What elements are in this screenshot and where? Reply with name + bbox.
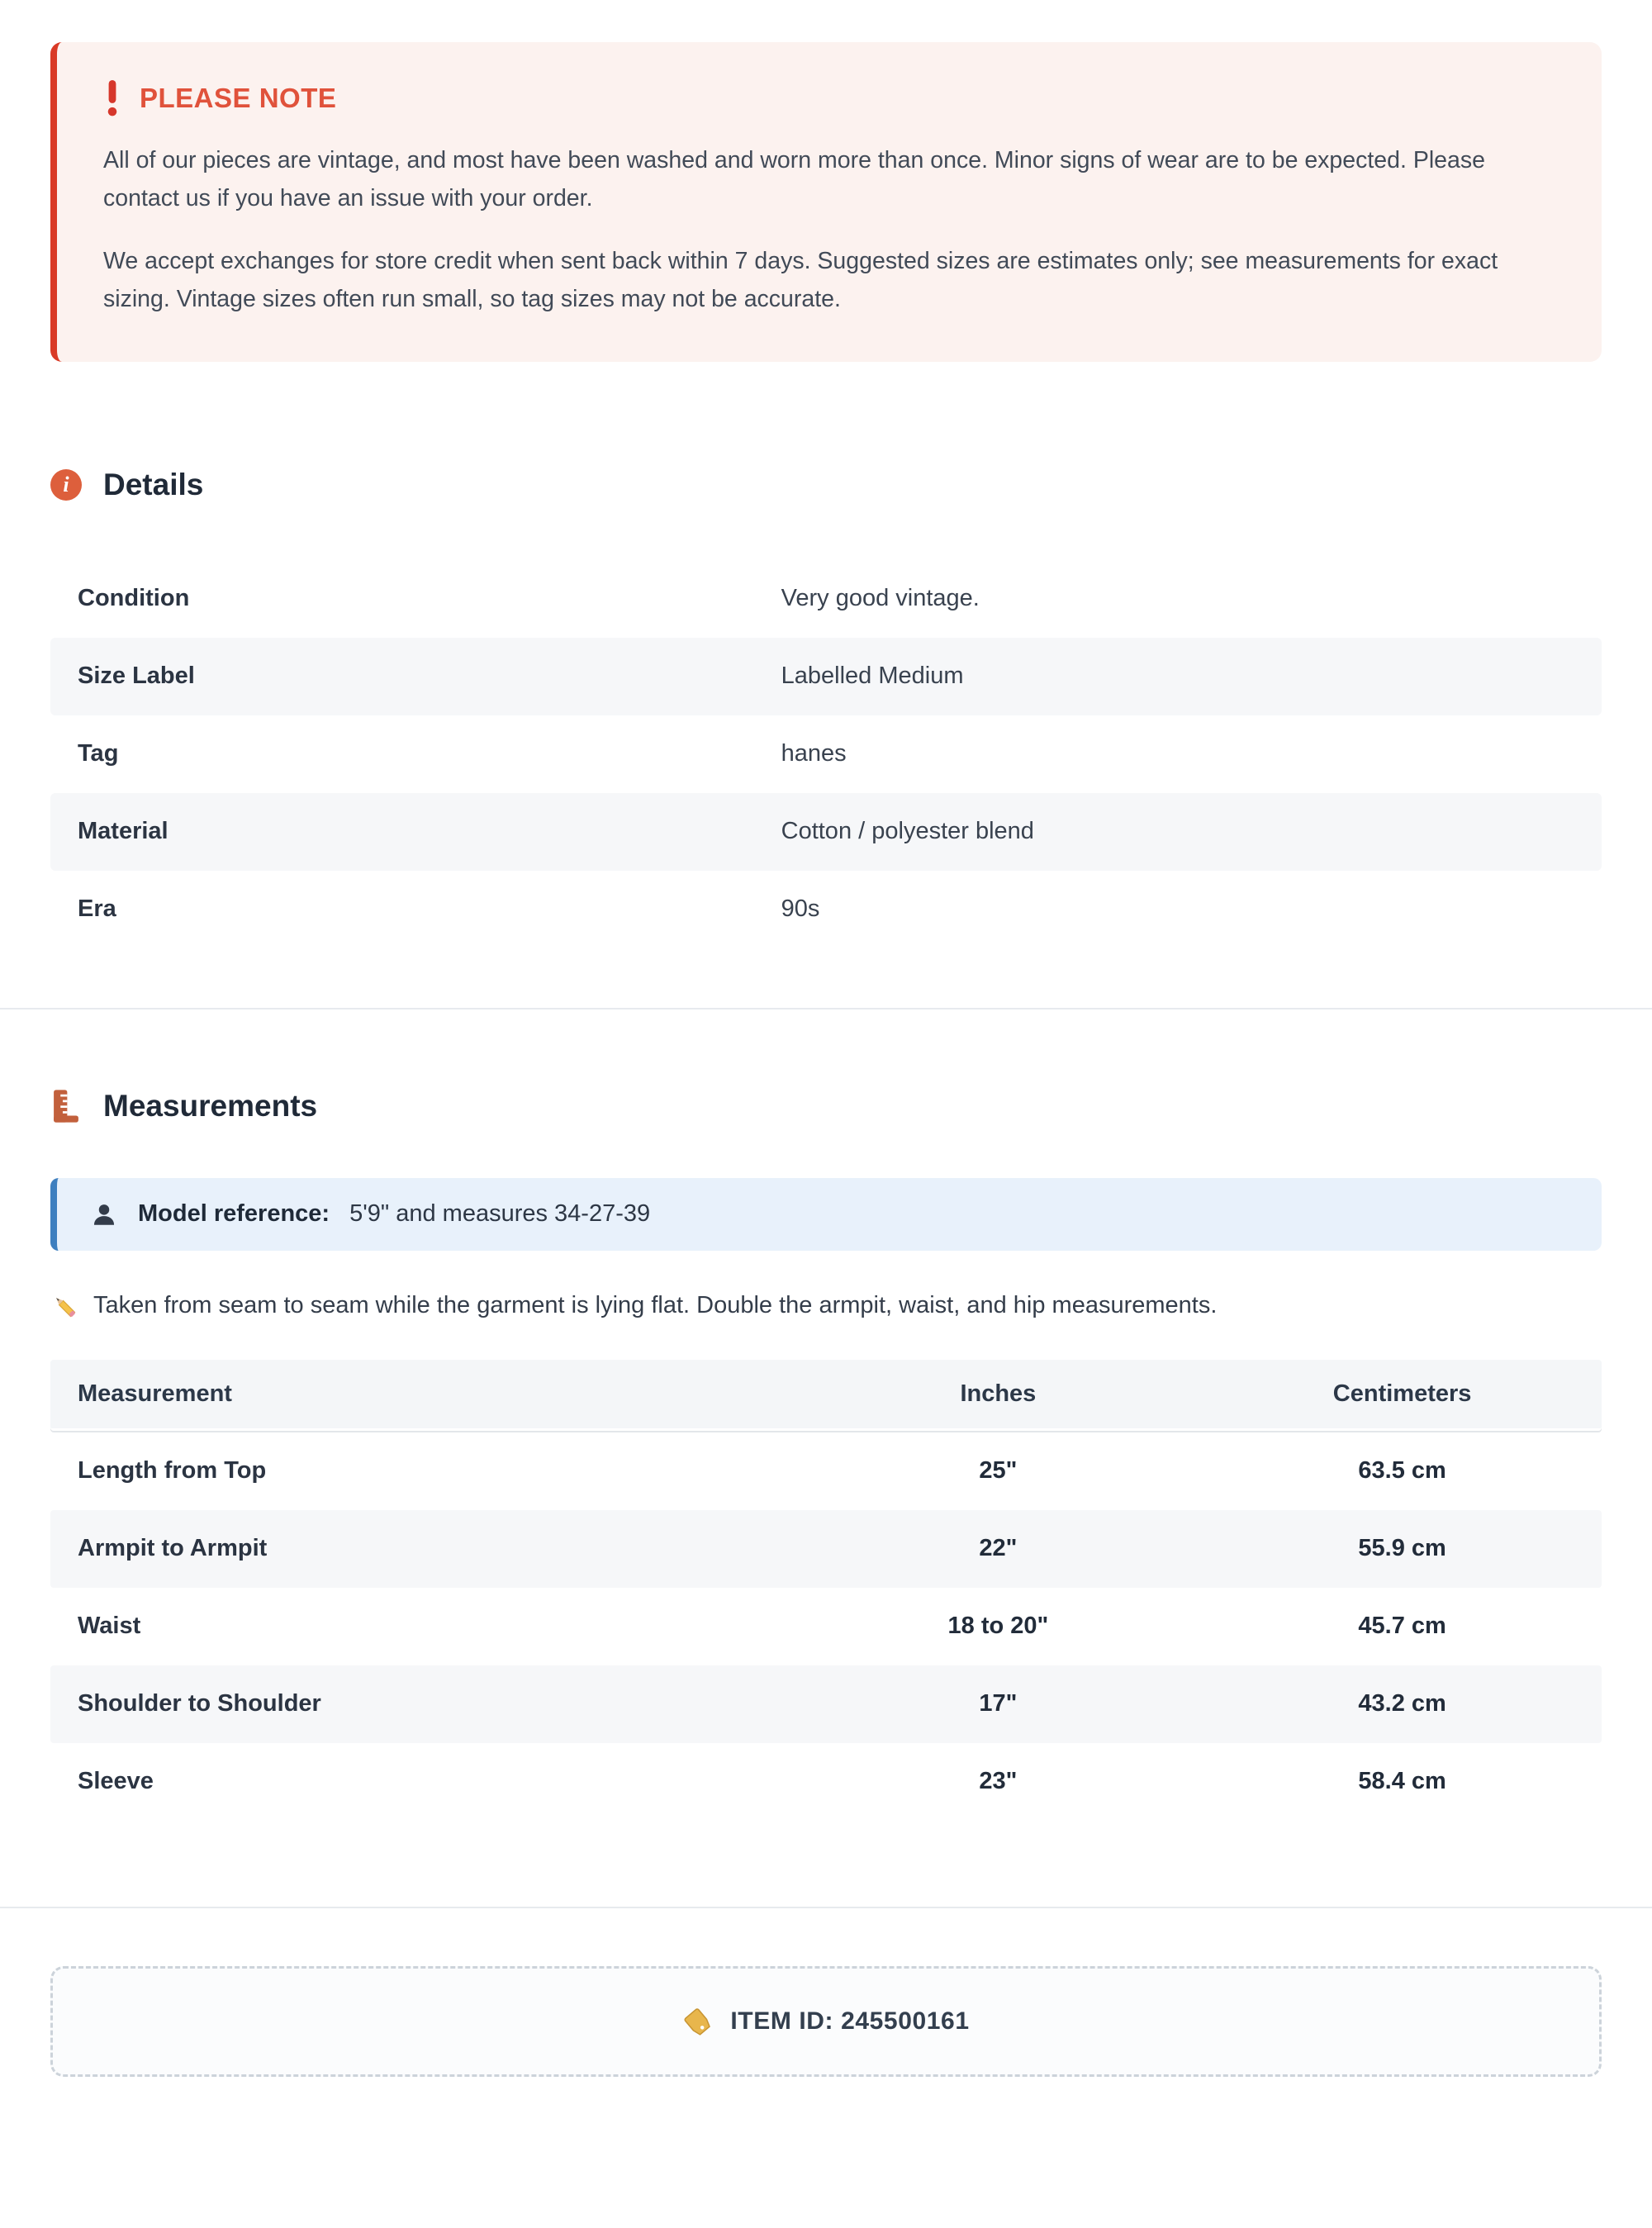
detail-label: Era [78, 895, 116, 923]
table-row [50, 638, 1602, 715]
measuring-note: Taken from seam to seam while the garment is lying flat. Double the armpit, waist, and hip measurements. [93, 1292, 1218, 1319]
table-row [50, 1743, 1602, 1821]
please-note-alert [50, 42, 1602, 362]
table-row [50, 560, 1602, 638]
measurements-table [50, 1360, 1602, 1821]
alert-title-row [103, 80, 1555, 116]
person-icon [90, 1200, 118, 1228]
measurement-inches: 23" [979, 1768, 1018, 1795]
detail-label: Condition [78, 585, 190, 612]
measurement-label: Length from Top [78, 1457, 267, 1485]
measurements-heading: Measurements [103, 1088, 318, 1123]
table-row [50, 1432, 1602, 1510]
details-heading-row [50, 468, 1602, 502]
measurement-cm: 55.9 cm [1358, 1535, 1446, 1562]
measurement-label: Armpit to Armpit [78, 1535, 268, 1562]
details-table [50, 560, 1602, 948]
model-reference-label: Model reference: [138, 1200, 330, 1228]
header-centimeters: Centimeters [1332, 1380, 1472, 1407]
measurements-section [0, 1089, 1652, 1821]
measurement-inches: 18 to 20" [947, 1613, 1049, 1640]
alert-body [103, 141, 1555, 319]
section-divider [0, 1008, 1652, 1009]
measurement-label: Waist [78, 1613, 141, 1640]
measurement-cm: 45.7 cm [1358, 1613, 1446, 1640]
table-row [50, 1588, 1602, 1665]
table-row [50, 1665, 1602, 1743]
table-row [50, 715, 1602, 793]
measurement-inches: 25" [979, 1457, 1018, 1485]
model-reference-value: 5'9" and measures 34-27-39 [349, 1200, 651, 1228]
detail-label: Tag [78, 740, 119, 767]
measurement-inches: 22" [979, 1535, 1018, 1562]
product-details-page [0, 42, 1652, 2228]
detail-value: Labelled Medium [781, 663, 964, 690]
section-divider [0, 1907, 1652, 1908]
header-inches: Inches [960, 1380, 1037, 1407]
details-heading: Details [103, 467, 204, 501]
alert-paragraph-1: All of our pieces are vintage, and most have been washed and worn more than once. Minor signs of wear are to be expected. Please contact us if you have an issue with your order. [103, 147, 1485, 212]
measurement-cm: 63.5 cm [1358, 1457, 1446, 1485]
pencil-icon [50, 1292, 78, 1320]
tag-icon [682, 2007, 712, 2036]
model-reference-box [50, 1178, 1602, 1251]
measurement-inches: 17" [979, 1690, 1018, 1717]
measurement-cm: 43.2 cm [1358, 1690, 1446, 1717]
header-measurement: Measurement [78, 1380, 232, 1407]
table-header-row [50, 1360, 1602, 1431]
measurement-label: Shoulder to Shoulder [78, 1690, 321, 1717]
detail-value: Cotton / polyester blend [781, 818, 1034, 845]
details-section [0, 468, 1652, 948]
table-row [50, 871, 1602, 948]
alert-paragraph-2: We accept exchanges for store credit when sent back within 7 days. Suggested sizes are estimates only; see measurements for exact sizing. Vintage sizes often run small, so tag sizes may not be accurate. [103, 248, 1498, 313]
detail-value: hanes [781, 740, 847, 767]
table-row [50, 793, 1602, 871]
alert-title: PLEASE NOTE [140, 83, 337, 113]
detail-label: Material [78, 818, 169, 845]
item-id-box [50, 1966, 1602, 2077]
measurement-label: Sleeve [78, 1768, 154, 1795]
exclamation-icon [103, 80, 121, 116]
item-id-text: ITEM ID: 245500161 [730, 2007, 970, 2035]
measuring-note-row [50, 1292, 1602, 1320]
ruler-icon [50, 1089, 82, 1124]
info-icon: i [50, 469, 82, 501]
measurements-heading-row [50, 1089, 1602, 1124]
measurement-cm: 58.4 cm [1358, 1768, 1446, 1795]
detail-label: Size Label [78, 663, 195, 690]
detail-value: 90s [781, 895, 820, 923]
detail-value: Very good vintage. [781, 585, 980, 612]
table-row [50, 1510, 1602, 1588]
